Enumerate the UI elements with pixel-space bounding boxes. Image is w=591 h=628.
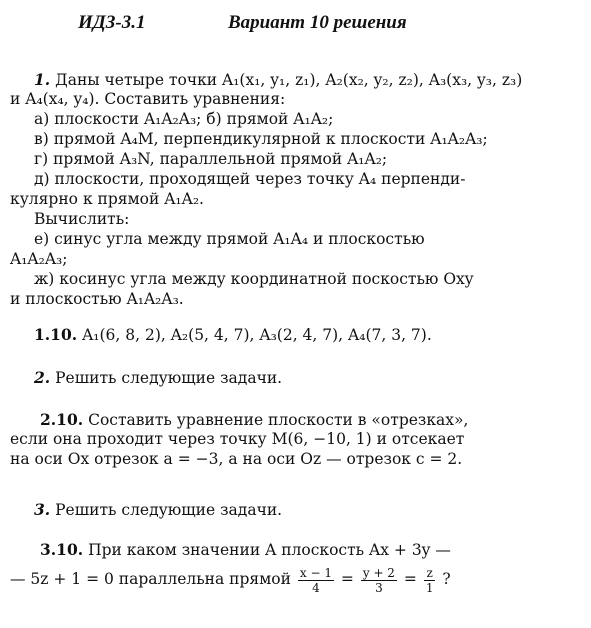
task2-10-text1: Составить уравнение плоскости в «отрезках»,	[88, 411, 469, 429]
task1-10-points: A₁(6, 8, 2), A₂(5, 4, 7), A₃(2, 4, 7), A₄(7, 3, 7).	[82, 326, 432, 344]
task2-10-line3: на оси Ox отрезок a = −3, а на оси Oz — отрезок c = 2.	[10, 450, 463, 468]
equals-sign-2: =	[403, 570, 417, 588]
task1-item-d: д) плоскости, проходящей через точку A₄ перпенди-	[34, 170, 466, 188]
fraction-z	[424, 566, 436, 595]
assignment-code: ИДЗ-3.1	[78, 12, 146, 33]
task3-10-text2: — 5z + 1 = 0 параллельна прямой	[10, 570, 291, 588]
task1-item-a-b: а) плоскости A₁A₂A₃; б) прямой A₁A₂;	[34, 110, 334, 128]
task1-number: 1.	[34, 70, 51, 89]
fraction-z-numerator: z	[424, 566, 436, 581]
fraction-y-denominator: 3	[375, 580, 383, 595]
equals-sign-1: =	[340, 570, 354, 588]
task1-item-zh-cont: и плоскостью A₁A₂A₃.	[10, 290, 184, 308]
task1-10-number: 1.10.	[34, 325, 78, 344]
fraction-x	[298, 566, 334, 595]
question-mark: ?	[442, 570, 451, 588]
document-header	[0, 12, 591, 36]
task3-10-number: 3.10.	[40, 540, 84, 559]
task1-intro-line1	[34, 70, 522, 90]
task2-number: 2.	[34, 368, 51, 387]
task1-item-zh: ж) косинус угла между координатной поскостью Oxy	[34, 270, 474, 288]
task2-text: Решить следующие задачи.	[55, 369, 283, 387]
task1-intro-line2: и A₄(x₄, y₄). Составить уравнения:	[10, 90, 286, 108]
task3-text: Решить следующие задачи.	[55, 501, 283, 519]
task3-10-line1	[40, 540, 451, 560]
task3-number: 3.	[34, 500, 51, 519]
task1-item-e: е) синус угла между прямой A₁A₄ и плоскостью	[34, 230, 425, 248]
fraction-x-denominator: 4	[312, 580, 320, 595]
task1-item-v: в) прямой A₄M, перпендикулярной к плоскости A₁A₂A₃;	[34, 130, 488, 148]
task1-item-d-cont: кулярно к прямой A₁A₂.	[10, 190, 204, 208]
fraction-x-numerator: x − 1	[299, 565, 332, 580]
task1-10-line	[34, 325, 432, 345]
task3-line	[34, 500, 282, 520]
task2-10-line2: если она проходит через точку M(6, −10, 1) и отсекает	[10, 430, 465, 448]
task1-intro-text: Даны четыре точки A₁(x₁, y₁, z₁), A₂(x₂, y₂, z₂), A₃(x₃, y₃, z₃)	[55, 71, 523, 89]
task2-10-number: 2.10.	[40, 410, 84, 429]
task2-10-line1	[40, 410, 468, 430]
task3-10-line2	[10, 562, 451, 596]
task1-compute-label: Вычислить:	[34, 210, 130, 228]
variant-title: Вариант 10 решения	[228, 12, 407, 33]
task1-item-e-cont: A₁A₂A₃;	[10, 250, 68, 268]
fraction-y	[361, 566, 397, 595]
fraction-y-numerator: y + 2	[362, 565, 395, 580]
task2-line	[34, 368, 282, 388]
task3-10-text1: При каком значении A плоскость Ax + 3y —	[88, 541, 451, 559]
task1-item-g: г) прямой A₃N, параллельной прямой A₁A₂;	[34, 150, 388, 168]
fraction-z-denominator: 1	[425, 580, 434, 595]
